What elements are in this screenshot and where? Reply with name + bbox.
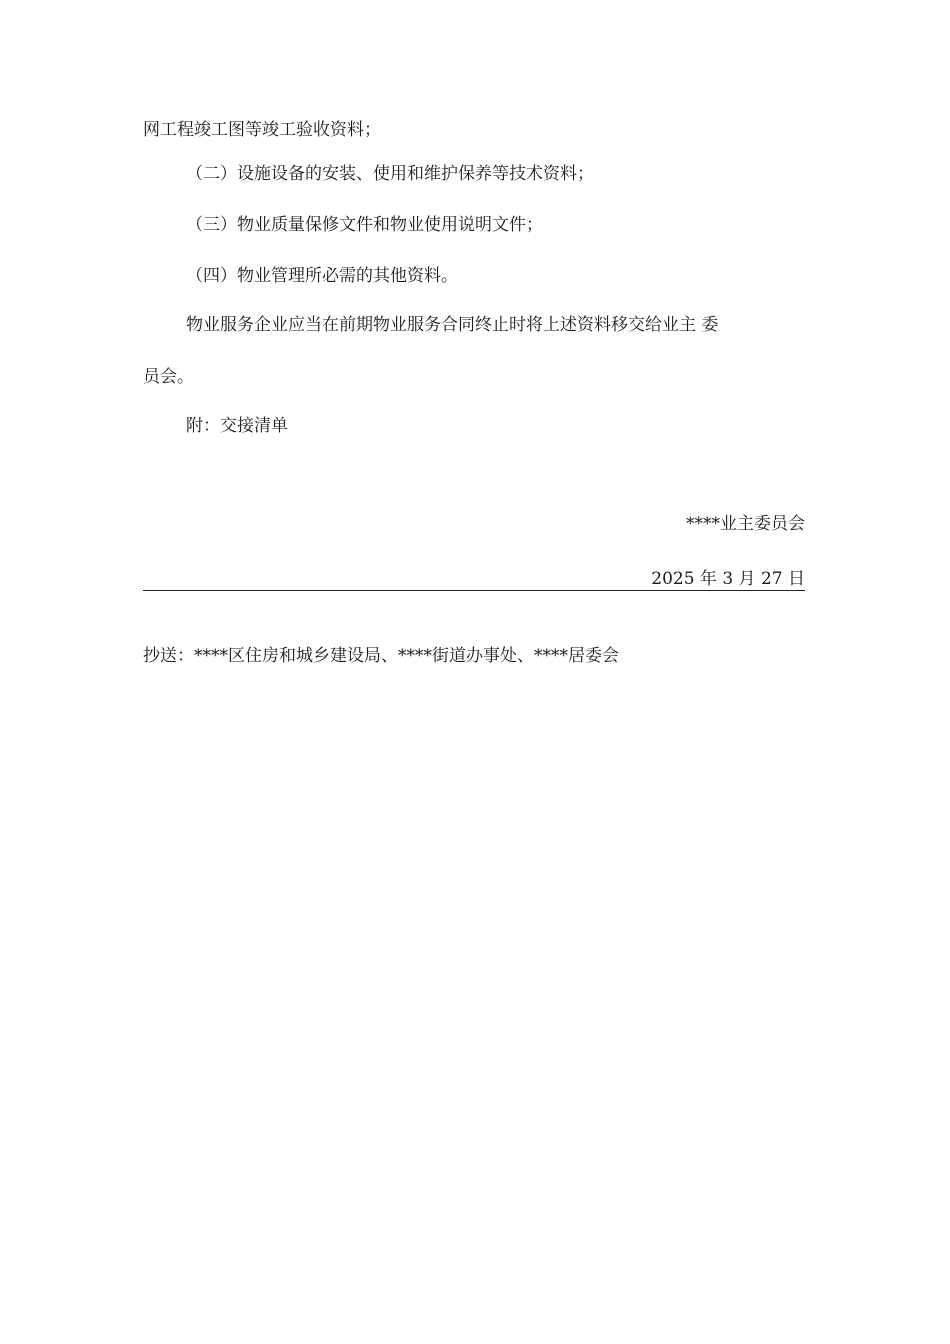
text-line-continuation: 网工程竣工图等竣工验收资料； — [143, 120, 381, 140]
attachment-line: 附：交接清单 — [186, 416, 288, 436]
list-item-2: （二）设施设备的安装、使用和维护保养等技术资料； — [186, 164, 594, 184]
paragraph-transfer: 物业服务企业应当在前期物业服务合同终止时将上述资料移交给业主 委 — [186, 315, 719, 335]
cc-line: 抄送：****区住房和城乡建设局、****街道办事处、****居委会 — [143, 646, 619, 666]
signature-date: 2025 年 3 月 27 日 — [651, 569, 805, 589]
list-item-3: （三）物业质量保修文件和物业使用说明文件； — [186, 215, 543, 235]
paragraph-transfer-continuation: 员会。 — [143, 367, 194, 387]
signature-org: ****业主委员会 — [686, 514, 805, 534]
list-item-4: （四）物业管理所必需的其他资料。 — [186, 266, 458, 286]
divider-rule — [143, 590, 805, 591]
